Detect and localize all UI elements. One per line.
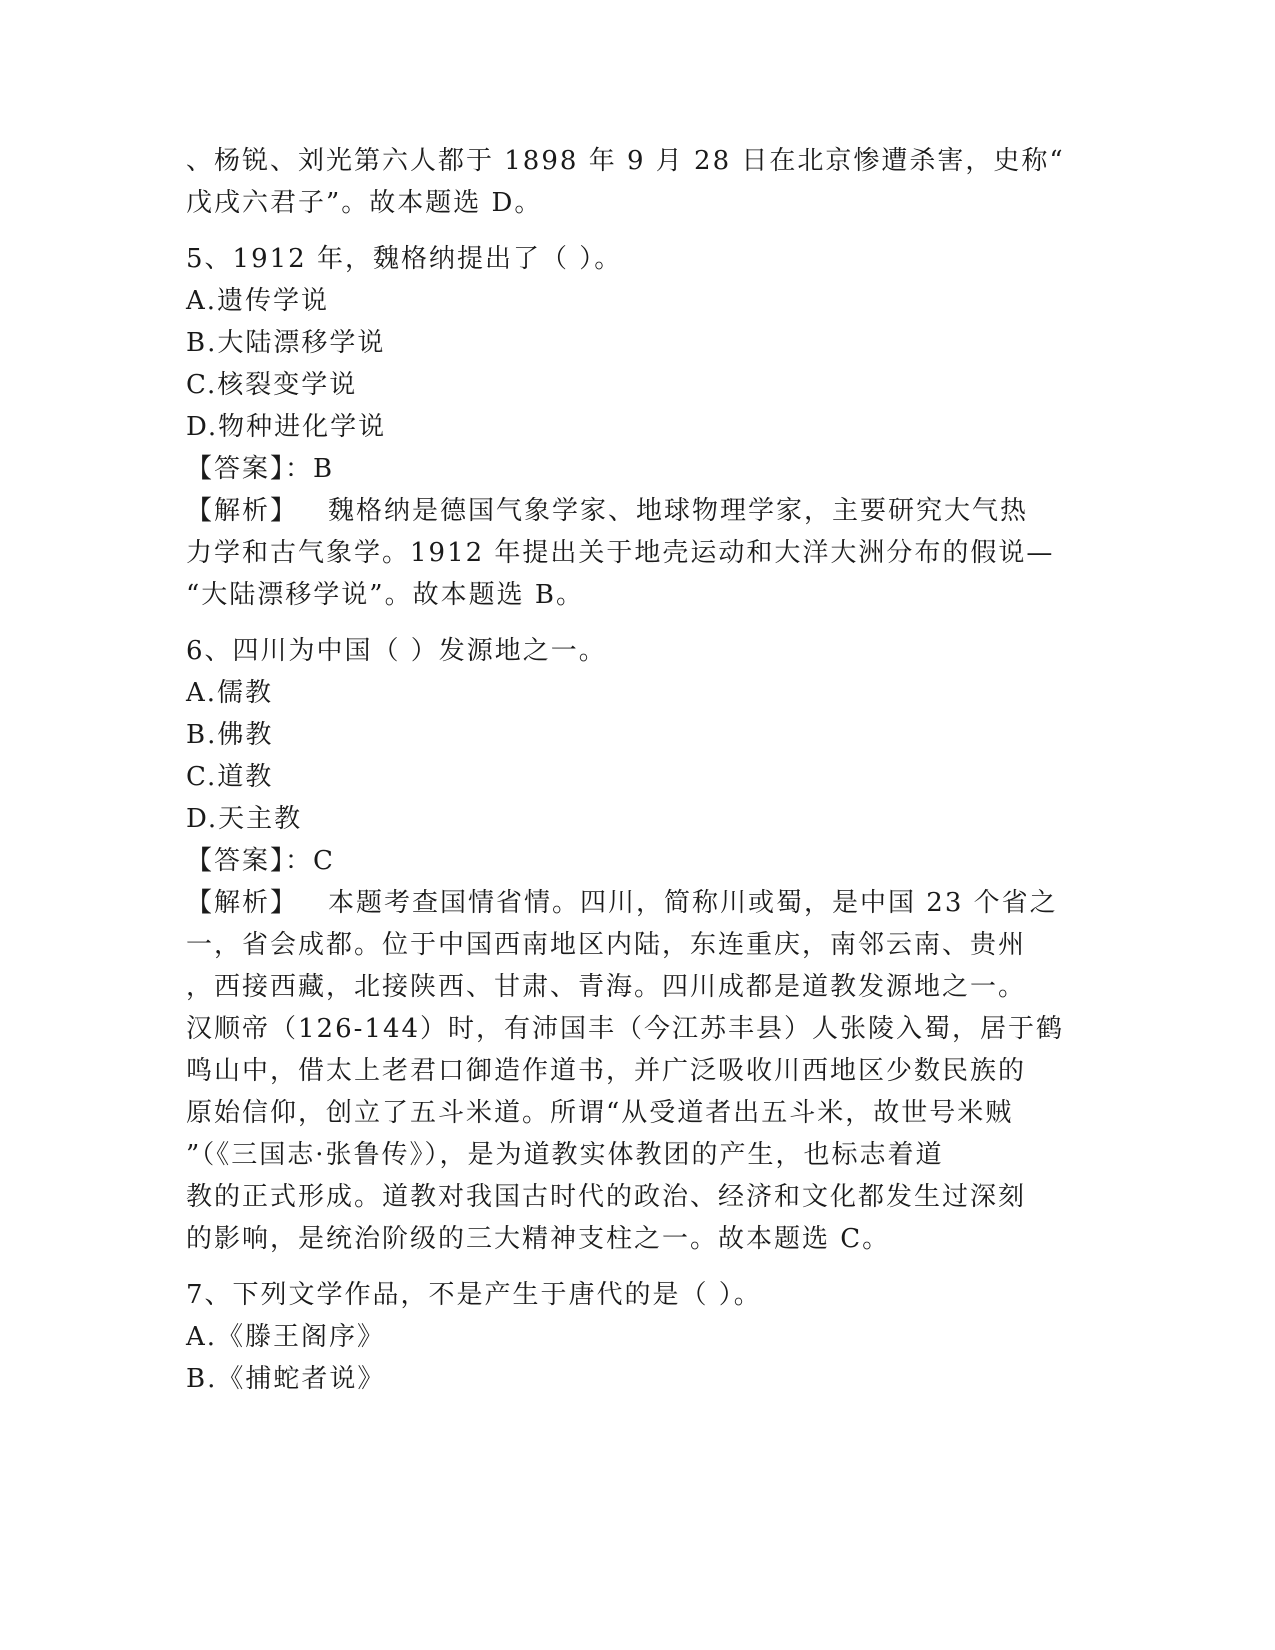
analysis-line: 原始信仰，创立了五斗米道。所谓“从受道者出五斗米，故世号米贼 (186, 1098, 1014, 1128)
text-line: 戊戌六君子”。故本题选 D。 (186, 188, 543, 218)
option-a: A.遗传学说 (186, 286, 330, 316)
document-page (186, 140, 1086, 1400)
analysis-text: 本题考查国情省情。四川，简称川或蜀，是中国 23 个省之 (328, 888, 1058, 918)
analysis-line: 力学和古气象学。1912 年提出关于地壳运动和大洋大洲分布的假说— (186, 538, 1055, 568)
option-a: A.《滕王阁序》 (186, 1322, 386, 1352)
analysis-line: 汉顺帝（126-144）时，有沛国丰（今江苏丰县）人张陵入蜀，居于鹤 (186, 1014, 1065, 1044)
option-d: D.天主教 (186, 804, 303, 834)
analysis-line: 的影响，是统治阶级的三大精神支柱之一。故本题选 C。 (186, 1224, 891, 1254)
option-c: C.核裂变学说 (186, 370, 358, 400)
answer-line (186, 840, 1086, 882)
analysis-line: ，西接西藏，北接陕西、甘肃、青海。四川成都是道教发源地之一。 (186, 972, 1027, 1002)
analysis-line: 鸣山中，借太上老君口御造作道书，并广泛吸收川西地区少数民族的 (186, 1056, 1027, 1086)
question-6 (186, 630, 1086, 1260)
option-a: A.儒教 (186, 678, 274, 708)
analysis-line: 教的正式形成。道教对我国古时代的政治、经济和文化都发生过深刻 (186, 1182, 1027, 1212)
analysis-line (186, 490, 1086, 532)
answer-value: C (313, 846, 335, 876)
analysis-line: “大陆漂移学说”。故本题选 B。 (186, 580, 584, 610)
text-line: 、杨锐、刘光第六人都于 1898 年 9 月 28 日在北京惨遭杀害，史称“ (186, 146, 1065, 176)
answer-line (186, 448, 1086, 490)
option-c: C.道教 (186, 762, 274, 792)
answer-value: B (313, 454, 335, 484)
previous-analysis-continuation (186, 140, 1086, 224)
analysis-line (186, 882, 1086, 924)
analysis-label: 【解析】 (186, 496, 299, 526)
question-5 (186, 238, 1086, 616)
analysis-line: 一，省会成都。位于中国西南地区内陆，东连重庆，南邻云南、贵州 (186, 930, 1027, 960)
answer-label: 【答案】： (186, 454, 314, 484)
option-b: B.佛教 (186, 720, 274, 750)
option-b: B.大陆漂移学说 (186, 328, 386, 358)
option-d: D.物种进化学说 (186, 412, 387, 442)
analysis-text: 魏格纳是德国气象学家、地球物理学家，主要研究大气热 (328, 496, 1029, 526)
analysis-label: 【解析】 (186, 888, 299, 918)
question-7 (186, 1274, 1086, 1400)
question-stem: 7、下列文学作品，不是产生于唐代的是（ ）。 (186, 1280, 762, 1310)
question-stem: 6、四川为中国（ ）发源地之一。 (186, 636, 607, 666)
analysis-line: ”（《三国志·张鲁传》），是为道教实体教团的产生，也标志着道 (186, 1140, 944, 1170)
answer-label: 【答案】： (186, 846, 314, 876)
option-b: B.《捕蛇者说》 (186, 1364, 386, 1394)
question-stem: 5、1912 年，魏格纳提出了（ ）。 (186, 244, 623, 274)
